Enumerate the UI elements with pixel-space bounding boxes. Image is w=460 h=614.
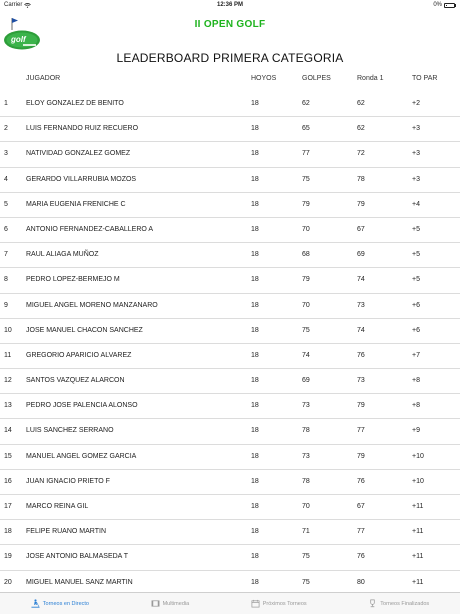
tab-bar (0, 592, 460, 614)
trophy-icon (368, 599, 377, 608)
app-header (0, 12, 460, 50)
table-row[interactable] (0, 117, 460, 142)
column-header-holes: HOYOS (251, 75, 277, 82)
film-icon (151, 599, 160, 608)
tab-label: Multimedia (162, 600, 190, 607)
row-to-par: +10 (412, 452, 424, 460)
table-row[interactable] (0, 142, 460, 167)
table-row[interactable] (0, 470, 460, 495)
row-round: 79 (357, 200, 365, 208)
row-to-par: +4 (412, 200, 420, 208)
row-position: 8 (4, 276, 8, 284)
row-to-par: +11 (412, 528, 424, 536)
row-holes: 18 (251, 553, 259, 561)
row-position: 11 (4, 351, 12, 359)
row-strokes: 68 (302, 251, 310, 259)
row-round: 73 (357, 377, 365, 385)
row-player-name: MARIA EUGENIA FRENICHE C (26, 200, 126, 208)
row-position: 14 (4, 427, 12, 435)
table-row[interactable] (0, 168, 460, 193)
row-holes: 18 (251, 150, 259, 158)
row-holes: 18 (251, 225, 259, 233)
row-strokes: 75 (302, 553, 310, 561)
row-player-name: MIGUEL ANGEL MORENO MANZANARO (26, 301, 158, 309)
row-player-name: ANTONIO FERNANDEZ-CABALLERO A (26, 225, 154, 233)
row-holes: 18 (251, 351, 259, 359)
row-player-name: FELIPE RUANO MARTIN (26, 528, 106, 536)
table-row[interactable] (0, 445, 460, 470)
row-player-name: LUIS FERNANDO RUIZ RECUERO (26, 125, 139, 133)
row-position: 3 (4, 150, 8, 158)
leaderboard-header-row (0, 70, 460, 88)
row-round: 76 (357, 351, 365, 359)
row-to-par: +7 (412, 351, 420, 359)
row-holes: 18 (251, 100, 259, 107)
battery-icon (444, 3, 455, 8)
row-player-name: GREGORIO APARICIO ALVAREZ (26, 351, 132, 359)
row-holes: 18 (251, 276, 259, 284)
row-position: 16 (4, 477, 12, 485)
table-row[interactable] (0, 419, 460, 444)
row-to-par: +5 (412, 276, 420, 284)
battery-indicator (433, 2, 456, 8)
row-holes: 18 (251, 125, 259, 133)
row-strokes: 74 (302, 351, 310, 359)
row-strokes: 79 (302, 200, 310, 208)
row-position: 15 (4, 452, 12, 460)
row-strokes: 62 (302, 100, 310, 107)
row-to-par: +8 (412, 402, 420, 410)
table-row[interactable] (0, 92, 460, 117)
row-player-name: PEDRO LOPEZ-BERMEJO M (26, 276, 120, 284)
row-position: 12 (4, 377, 12, 385)
row-holes: 18 (251, 528, 259, 536)
row-round: 62 (357, 125, 365, 133)
row-strokes: 65 (302, 125, 310, 133)
row-to-par: +10 (412, 477, 424, 485)
row-position: 1 (4, 100, 8, 107)
tab-label: Próximos Torneos (262, 600, 307, 607)
row-to-par: +6 (412, 301, 420, 309)
row-position: 9 (4, 301, 8, 309)
row-strokes: 70 (302, 225, 310, 233)
row-to-par: +3 (412, 175, 420, 183)
row-holes: 18 (251, 175, 259, 183)
row-holes: 18 (251, 503, 259, 510)
row-player-name: JOSE MANUEL CHACON SANCHEZ (26, 326, 143, 334)
leaderboard-list[interactable] (0, 92, 460, 596)
row-round: 62 (357, 100, 365, 107)
tab-multimedia[interactable] (151, 599, 190, 608)
row-to-par: +11 (412, 503, 424, 510)
row-holes: 18 (251, 200, 259, 208)
row-strokes: 71 (302, 528, 310, 536)
row-player-name: SANTOS VAZQUEZ ALARCON (26, 377, 125, 385)
row-strokes: 78 (302, 427, 310, 435)
row-position: 17 (4, 503, 12, 510)
battery-tip-icon (455, 4, 456, 7)
row-holes: 18 (251, 326, 259, 334)
row-holes: 18 (251, 578, 259, 586)
row-holes: 18 (251, 427, 259, 435)
row-to-par: +5 (412, 225, 420, 233)
row-position: 18 (4, 528, 12, 536)
row-round: 79 (357, 402, 365, 410)
row-to-par: +6 (412, 326, 420, 334)
row-position: 6 (4, 225, 8, 233)
row-position: 2 (4, 125, 8, 133)
table-row[interactable] (0, 268, 460, 293)
row-to-par: +2 (412, 100, 420, 107)
tab-torneos-en-directo[interactable] (31, 599, 89, 608)
row-strokes: 73 (302, 402, 310, 410)
row-holes: 18 (251, 377, 259, 385)
table-row[interactable] (0, 243, 460, 268)
row-player-name: JOSE ANTONIO BALMASEDA T (26, 553, 129, 561)
row-strokes: 70 (302, 301, 310, 309)
row-to-par: +3 (412, 150, 420, 158)
tab-label: Torneos Finalizados (380, 600, 430, 607)
row-to-par: +8 (412, 377, 420, 385)
leaderboard-title: LEADERBOARD PRIMERA CATEGORIA (116, 51, 344, 65)
golfer-icon (31, 599, 40, 608)
row-strokes: 75 (302, 578, 310, 586)
row-player-name: ELOY GONZALEZ DE BENITO (26, 100, 124, 107)
row-round: 72 (357, 150, 365, 158)
row-holes: 18 (251, 477, 259, 485)
row-player-name: LUIS SANCHEZ SERRANO (26, 427, 114, 435)
table-row[interactable] (0, 218, 460, 243)
row-player-name: GERARDO VILLARRUBIA MOZOS (26, 175, 137, 183)
logo-text: golf (11, 35, 26, 44)
row-to-par: +9 (412, 427, 420, 435)
table-row[interactable] (0, 394, 460, 419)
row-player-name: MANUEL ANGEL GOMEZ GARCIA (26, 452, 137, 460)
row-to-par: +5 (412, 251, 420, 259)
app-title: II OPEN GOLF (194, 19, 266, 30)
row-player-name: RAUL ALIAGA MUÑOZ (26, 251, 99, 259)
table-row[interactable] (0, 193, 460, 218)
row-strokes: 73 (302, 452, 310, 460)
row-round: 79 (357, 452, 365, 460)
row-player-name: JUAN IGNACIO PRIETO F (26, 477, 110, 485)
row-round: 69 (357, 251, 365, 259)
table-row[interactable] (0, 545, 460, 570)
row-player-name: NATIVIDAD GONZALEZ GOMEZ (26, 150, 131, 158)
row-round: 80 (357, 578, 365, 586)
row-position: 20 (4, 578, 12, 586)
row-player-name: MARCO REINA GIL (26, 503, 89, 510)
row-position: 13 (4, 402, 12, 410)
row-round: 73 (357, 301, 365, 309)
column-header-player: JUGADOR (26, 75, 61, 82)
row-holes: 18 (251, 402, 259, 410)
table-row[interactable] (0, 319, 460, 344)
table-row[interactable] (0, 369, 460, 394)
clock: 12:36 PM (216, 2, 243, 8)
row-to-par: +3 (412, 125, 420, 133)
column-header-to-par: TO PAR (412, 75, 438, 82)
row-round: 78 (357, 175, 365, 183)
row-round: 67 (357, 225, 365, 233)
row-to-par: +11 (412, 553, 424, 561)
row-position: 5 (4, 200, 8, 208)
status-bar (0, 0, 460, 12)
row-position: 7 (4, 251, 8, 259)
row-strokes: 77 (302, 150, 310, 158)
table-row[interactable] (0, 520, 460, 545)
row-strokes: 70 (302, 503, 310, 510)
row-holes: 18 (251, 251, 259, 259)
row-round: 74 (357, 326, 365, 334)
row-round: 74 (357, 276, 365, 284)
column-header-round: Ronda 1 (357, 75, 384, 82)
tab-label: Torneos en Directo (42, 600, 89, 607)
carrier-label: Carrier (4, 2, 23, 8)
row-holes: 18 (251, 452, 259, 460)
row-position: 10 (4, 326, 12, 334)
row-round: 77 (357, 427, 365, 435)
tab-proximos-torneos[interactable] (251, 599, 307, 608)
row-strokes: 75 (302, 326, 310, 334)
tab-torneos-finalizados[interactable] (368, 599, 429, 608)
row-round: 67 (357, 503, 365, 510)
table-row[interactable] (0, 344, 460, 369)
table-row[interactable] (0, 495, 460, 520)
row-to-par: +11 (412, 578, 424, 586)
row-player-name: MIGUEL MANUEL SANZ MARTIN (26, 578, 133, 586)
row-strokes: 78 (302, 477, 310, 485)
row-strokes: 75 (302, 175, 310, 183)
row-holes: 18 (251, 301, 259, 309)
row-round: 76 (357, 477, 365, 485)
row-position: 4 (4, 175, 8, 183)
battery-percent: 0% (433, 2, 442, 8)
row-position: 19 (4, 553, 12, 561)
table-row[interactable] (0, 294, 460, 319)
row-round: 77 (357, 528, 365, 536)
row-strokes: 69 (302, 377, 310, 385)
row-strokes: 79 (302, 276, 310, 284)
row-round: 76 (357, 553, 365, 561)
column-header-strokes: GOLPES (302, 75, 331, 82)
calendar-icon (251, 599, 260, 608)
row-player-name: PEDRO JOSE PALENCIA ALONSO (26, 402, 138, 410)
